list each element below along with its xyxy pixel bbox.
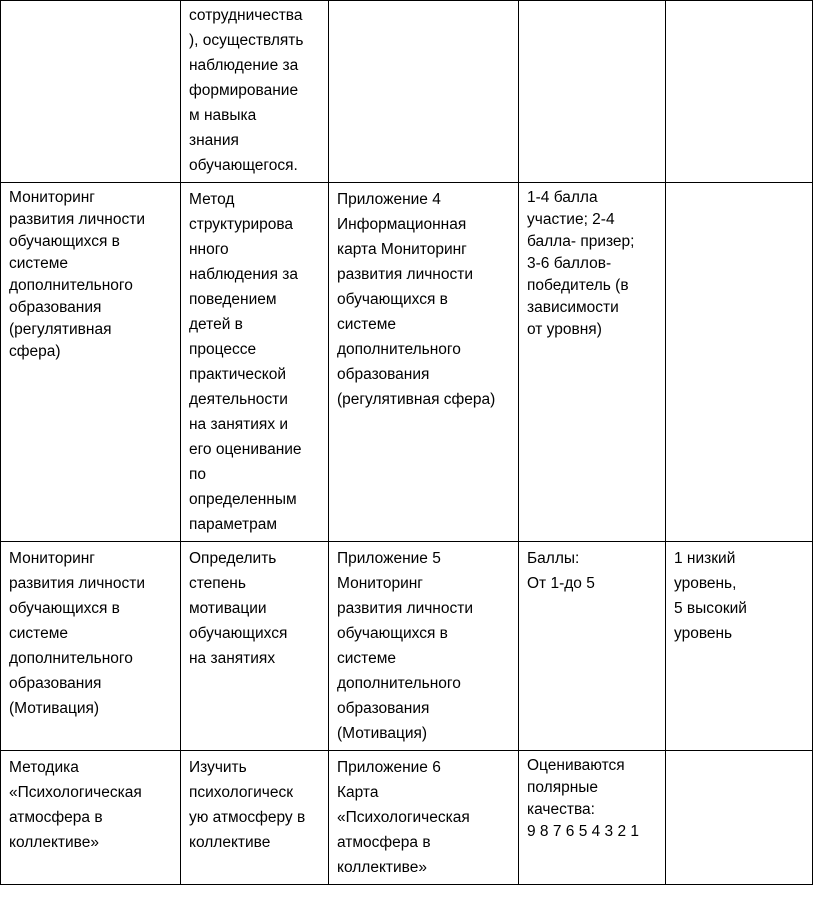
cell-text-line: сфера): [9, 343, 61, 360]
cell-text-line: по: [189, 466, 207, 483]
cell-text-line: Информационная: [337, 216, 467, 233]
cell-text-line: образования: [9, 299, 102, 316]
cell-scoring: [519, 1, 666, 183]
cell-text-line: Приложение 4: [337, 191, 441, 208]
cell-text-line: коллективе»: [337, 859, 427, 876]
cell-text-line: «Психологическая: [337, 809, 470, 826]
cell-text-line: развития личности: [9, 211, 145, 228]
cell-text-line: Изучить: [189, 759, 247, 776]
cell-appendix: [329, 1, 519, 183]
cell-text-line: коллективе»: [9, 834, 99, 851]
cell-text-line: Определить: [189, 550, 277, 567]
cell-text-line: поведением: [189, 291, 277, 308]
table-row: [1, 183, 813, 542]
cell-text-line: системе: [9, 255, 68, 272]
cell-text-line: наблюдения за: [189, 266, 298, 283]
cell-text-line: системе: [9, 625, 68, 642]
cell-text-line: зависимости: [527, 299, 619, 316]
cell-text-line: дополнительного: [337, 341, 461, 358]
cell-text-line: обучающихся: [189, 625, 288, 642]
cell-scoring: [519, 183, 666, 542]
cell-text-line: 1-4 балла: [527, 189, 598, 206]
cell-text-line: нного: [189, 241, 229, 258]
cell-method-name: [1, 183, 181, 542]
cell-appendix: [329, 183, 519, 542]
cell-text-line: обучающихся в: [337, 625, 448, 642]
cell-text-line: полярные: [527, 779, 599, 796]
cell-text-line: участие; 2-4: [527, 211, 615, 228]
cell-text-line: 1 низкий: [674, 550, 736, 567]
cell-text-line: уровень: [674, 625, 733, 642]
cell-text-line: уровень,: [674, 575, 737, 592]
cell-text-line: обучающихся в: [337, 291, 448, 308]
cell-text-line: Оцениваются: [527, 757, 625, 774]
cell-text-line: определенным: [189, 491, 297, 508]
cell-text-line: От 1-до 5: [527, 575, 595, 592]
cell-text-line: качества:: [527, 801, 595, 818]
cell-scoring: [519, 751, 666, 885]
cell-text-line: практической: [189, 366, 287, 383]
cell-purpose: [181, 751, 329, 885]
cell-text-line: 5 высокий: [674, 600, 747, 617]
cell-text-line: обучающегося.: [189, 157, 298, 174]
cell-levels: [666, 183, 813, 542]
cell-levels: [666, 1, 813, 183]
cell-text-line: структурирова: [189, 216, 294, 233]
cell-appendix: [329, 542, 519, 751]
cell-method-name: [1, 542, 181, 751]
table-row: [1, 542, 813, 751]
cell-text-line: формирование: [189, 82, 299, 99]
cell-text-line: Мониторинг: [9, 550, 95, 567]
cell-text-line: Баллы:: [527, 550, 580, 567]
cell-text-line: ), осуществлять: [189, 32, 304, 49]
cell-text-line: м навыка: [189, 107, 257, 124]
cell-purpose: [181, 183, 329, 542]
cell-text-line: знания: [189, 132, 239, 149]
cell-text-line: системе: [337, 650, 396, 667]
cell-text-line: процессе: [189, 341, 257, 358]
cell-text-line: деятельности: [189, 391, 288, 408]
cell-text-line: параметрам: [189, 516, 278, 533]
cell-text-line: обучающихся в: [9, 600, 120, 617]
cell-text-line: дополнительного: [337, 675, 461, 692]
cell-text-line: 3-6 баллов-: [527, 255, 612, 272]
cell-purpose: [181, 1, 329, 183]
cell-text-line: наблюдение за: [189, 57, 299, 74]
cell-text-line: атмосфера в: [9, 809, 103, 826]
cell-text-line: обучающихся в: [9, 233, 120, 250]
cell-text-line: Приложение 6: [337, 759, 441, 776]
cell-text-line: образования: [337, 700, 430, 717]
cell-text-line: образования: [337, 366, 430, 383]
cell-text-line: Методика: [9, 759, 79, 776]
cell-text-line: степень: [189, 575, 246, 592]
cell-text-line: (регулятивная сфера): [337, 391, 496, 408]
cell-text-line: (Мотивация): [9, 700, 100, 717]
cell-text-line: психологическ: [189, 784, 294, 801]
cell-text-line: ую атмосферу в: [189, 809, 306, 826]
cell-purpose: [181, 542, 329, 751]
cell-text-line: развития личности: [337, 600, 473, 617]
cell-text-line: Карта: [337, 784, 379, 801]
cell-text-line: системе: [337, 316, 396, 333]
table-row: [1, 751, 813, 885]
cell-text-line: (регулятивная: [9, 321, 112, 338]
cell-text-line: образования: [9, 675, 102, 692]
cell-text-line: дополнительного: [9, 650, 133, 667]
cell-text-line: его оценивание: [189, 441, 302, 458]
cell-text-line: «Психологическая: [9, 784, 142, 801]
table-body: [1, 1, 813, 885]
cell-levels: [666, 542, 813, 751]
cell-text-line: победитель (в: [527, 277, 629, 294]
cell-text-line: коллективе: [189, 834, 271, 851]
cell-levels: [666, 751, 813, 885]
cell-appendix: [329, 751, 519, 885]
cell-text-line: атмосфера в: [337, 834, 431, 851]
cell-text-line: 9 8 7 6 5 4 3 2 1: [527, 823, 640, 840]
cell-text-line: Мониторинг: [9, 189, 95, 206]
cell-scoring: [519, 542, 666, 751]
cell-text-line: сотрудничества: [189, 7, 303, 24]
cell-text-line: (Мотивация): [337, 725, 428, 742]
cell-method-name: [1, 1, 181, 183]
cell-text-line: на занятиях: [189, 650, 276, 667]
cell-text-line: детей в: [189, 316, 243, 333]
cell-text-line: Мониторинг: [337, 575, 423, 592]
cell-text-line: развития личности: [9, 575, 145, 592]
cell-text-line: Метод: [189, 191, 235, 208]
cell-text-line: от уровня): [527, 321, 602, 338]
cell-text-line: дополнительного: [9, 277, 133, 294]
cell-text-line: развития личности: [337, 266, 473, 283]
table-row: [1, 1, 813, 183]
cell-method-name: [1, 751, 181, 885]
cell-text-line: мотивации: [189, 600, 267, 617]
cell-text-line: балла- призер;: [527, 233, 635, 250]
cell-text-line: карта Мониторинг: [337, 241, 467, 258]
cell-text-line: Приложение 5: [337, 550, 441, 567]
cell-text-line: на занятиях и: [189, 416, 289, 433]
